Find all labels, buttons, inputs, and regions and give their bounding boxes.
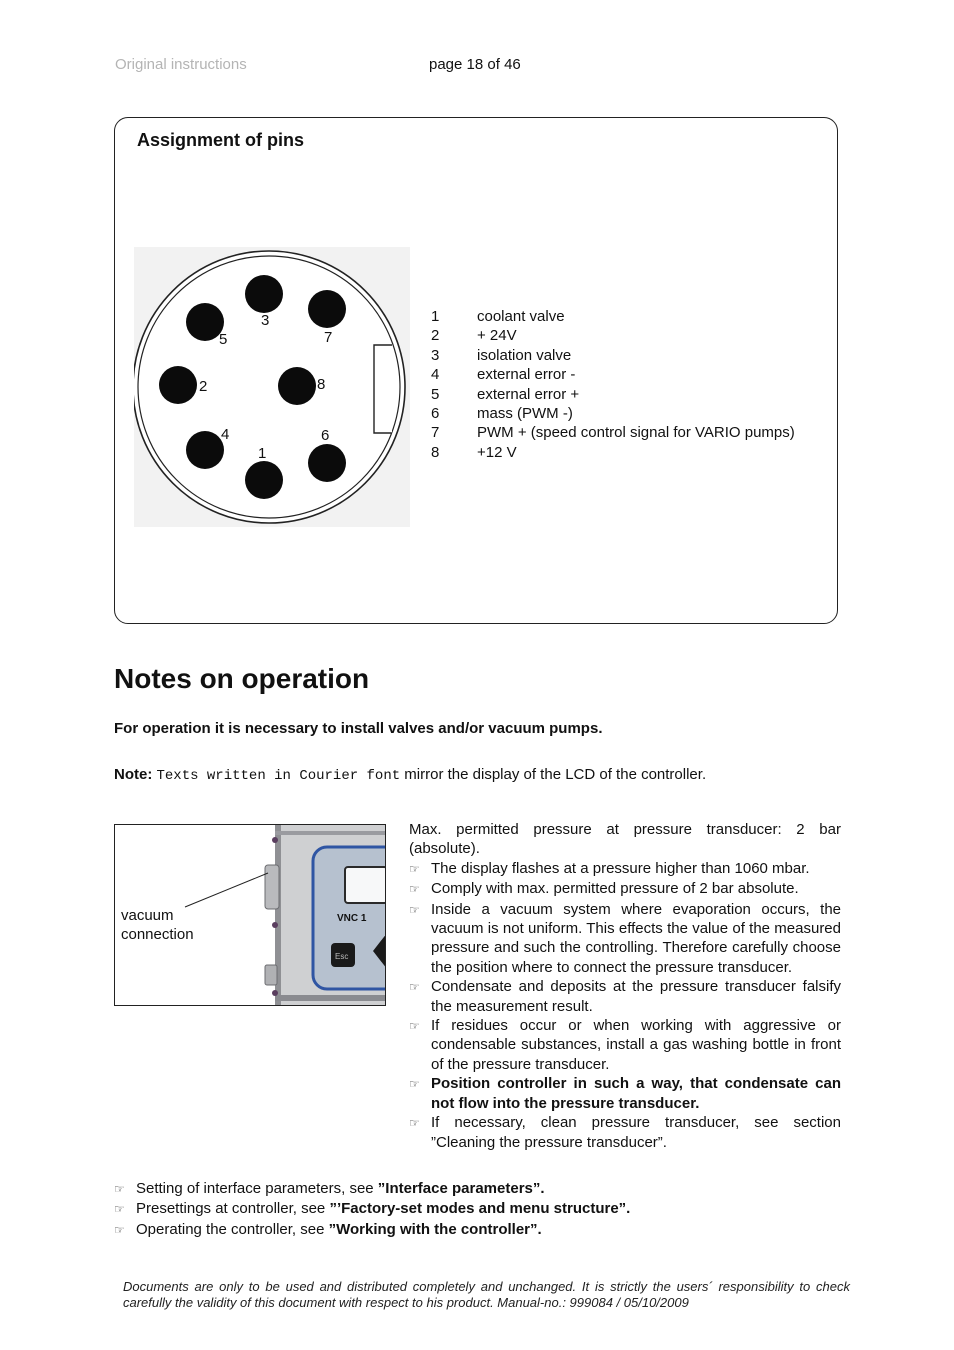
- pointing-hand-icon: ☞: [409, 980, 420, 995]
- pin-description: external error -: [477, 366, 576, 384]
- bullet-text: If residues occur or when working with aggressive or condensable substances, install a gas washing bottle in front of the pressure transducer.: [431, 1017, 841, 1073]
- pin-label-8: 8: [317, 376, 326, 393]
- reference-link[interactable]: ”Working with the controller”.: [328, 1220, 542, 1238]
- list-item: [409, 977, 841, 1016]
- pin-3: [245, 275, 283, 313]
- list-item: [409, 1074, 841, 1113]
- list-item: [114, 1220, 844, 1240]
- pin-description: +12 V: [477, 443, 517, 461]
- connector-pinout-diagram: [134, 247, 410, 527]
- pin-row: [431, 385, 795, 404]
- pin-description: external error +: [477, 385, 580, 403]
- pointing-hand-icon: ☞: [409, 882, 420, 897]
- pin-description: + 24V: [477, 327, 517, 345]
- pin-row: [431, 423, 795, 442]
- reference-link[interactable]: ”Interface parameters”.: [377, 1180, 545, 1197]
- reference-text: Presettings at controller, see: [136, 1200, 330, 1218]
- esc-key-label: Esc: [335, 952, 349, 961]
- pressure-intro: Max. permitted pressure at pressure transducer: 2 bar (absolute).: [409, 821, 841, 858]
- pin-number: 3: [431, 346, 440, 364]
- pin-4: [186, 431, 224, 469]
- pin-row: [431, 307, 795, 326]
- pin-assignment-list: [431, 307, 795, 462]
- vacuum-connection-port: [265, 865, 279, 909]
- list-item: [114, 1179, 844, 1199]
- pin-label-4: 4: [221, 426, 230, 443]
- pin-description: coolant valve: [477, 308, 565, 325]
- pointing-hand-icon: ☞: [114, 1182, 125, 1196]
- document-label: Original instructions: [115, 56, 247, 73]
- label-line: connection: [121, 926, 194, 944]
- connector-key-notch: [374, 345, 392, 433]
- bullet-text: If necessary, clean pressure transducer, see section ”Cleaning the pressure transducer”.: [431, 1114, 841, 1151]
- bullet-text: The display flashes at a pressure higher than 1060 mbar.: [431, 859, 810, 877]
- pin-8: [278, 367, 316, 405]
- label-line: vacuum: [121, 907, 174, 924]
- pointing-hand-icon: ☞: [409, 1077, 420, 1092]
- pin-1: [245, 461, 283, 499]
- pin-label-1: 1: [258, 445, 267, 462]
- pin-description: PWM + (speed control signal for VARIO pumps): [477, 424, 795, 442]
- reference-link[interactable]: ”’Factory-set modes and menu structure”.: [329, 1200, 631, 1218]
- pin-row: [431, 365, 795, 384]
- pin-row: [431, 404, 795, 423]
- vacuum-connection-label: [121, 906, 194, 945]
- bullet-text: Inside a vacuum system where evaporation occurs, the vacuum is not uniform. This effects the value of the measured pressure and such the controlling. Therefore carefully choose the position where to connect the pressure transducer.: [431, 900, 841, 976]
- note-label: Note:: [114, 766, 153, 783]
- pin-box-title: Assignment of pins: [137, 130, 305, 150]
- bullet-text-bold: Position controller in such a way, that condensate can not flow into the pressure transducer.: [431, 1075, 841, 1112]
- list-item: [409, 900, 841, 978]
- pointing-hand-icon: ☞: [114, 1222, 125, 1237]
- pin-label-3: 3: [261, 312, 270, 329]
- pin-number: 8: [431, 443, 440, 461]
- pin-number: 4: [431, 366, 440, 384]
- pin-2: [159, 366, 197, 404]
- pin-row: [431, 326, 795, 345]
- pressure-notes: [409, 820, 841, 1152]
- bullet-text: Comply with max. permitted pressure of 2 bar absolute.: [431, 880, 799, 898]
- pin-7: [308, 290, 346, 328]
- page-number: page 18 of 46: [429, 56, 521, 73]
- pointing-hand-icon: ☞: [114, 1202, 125, 1217]
- device-name: VNC 1: [337, 913, 367, 924]
- list-item: [114, 1199, 844, 1219]
- pointing-hand-icon: ☞: [409, 902, 420, 917]
- list-item: [409, 1113, 841, 1152]
- cross-reference-list: [114, 1179, 844, 1240]
- pin-number: 5: [431, 385, 440, 403]
- pin-number: 6: [431, 405, 440, 423]
- section-heading: Notes on operation: [114, 663, 370, 694]
- courier-sample-text: Texts written in Courier font: [156, 768, 401, 784]
- pin-description: isolation valve: [477, 346, 572, 364]
- pin-number: 7: [431, 424, 440, 442]
- pin-label-7: 7: [324, 329, 333, 346]
- footer-disclaimer: Documents are only to be used and distributed completely and unchanged. It is strictly the users´ responsibility to check carefully the validity of this document with respect to his product. Manual-no.: 999084 / 05/10/2009: [123, 1279, 850, 1310]
- list-item: [409, 1016, 841, 1074]
- pin-row: [431, 346, 795, 365]
- lcd-display: [345, 867, 386, 903]
- reference-text: Operating the controller, see: [136, 1220, 329, 1238]
- note-line: [114, 766, 706, 784]
- pointing-hand-icon: ☞: [409, 861, 420, 876]
- pointing-hand-icon: ☞: [409, 1116, 420, 1131]
- pointing-hand-icon: ☞: [409, 1019, 420, 1034]
- pin-label-6: 6: [321, 427, 330, 444]
- pin-label-5: 5: [219, 331, 228, 348]
- reference-text: Setting of interface parameters, see: [136, 1180, 378, 1197]
- bullet-text: Condensate and deposits at the pressure transducer falsify the measurement result.: [431, 978, 841, 1015]
- operation-requirement: For operation it is necessary to install valves and/or vacuum pumps.: [114, 720, 603, 737]
- pin-6: [308, 444, 346, 482]
- list-item: [409, 859, 841, 879]
- pin-number: 1: [431, 308, 440, 325]
- list-item: [409, 879, 841, 899]
- pin-number: 2: [431, 327, 440, 345]
- note-text: mirror the display of the LCD of the controller.: [400, 766, 707, 783]
- pin-row: [431, 443, 795, 462]
- pin-label-2: 2: [199, 378, 208, 395]
- pin-description: mass (PWM -): [477, 405, 573, 423]
- side-fitting: [265, 965, 277, 985]
